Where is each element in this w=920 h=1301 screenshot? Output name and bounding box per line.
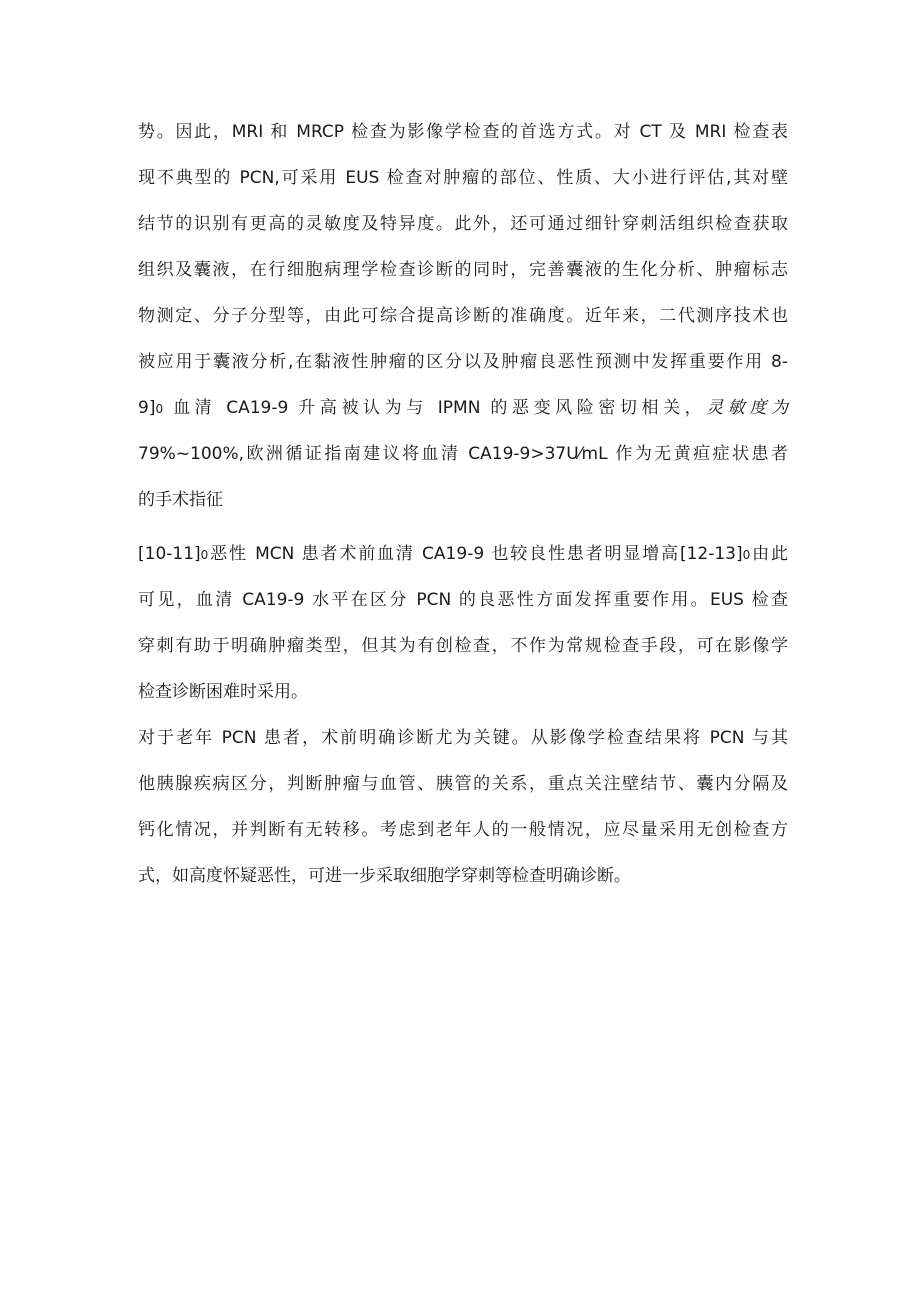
p1-line-7-ref-end: 9] [138, 398, 156, 418]
p1-line-2: 现不典型的 PCN,可采用 EUS 检查对肿瘤的部位、性质、大小进行评估,其对壁 [138, 168, 788, 188]
p1-line-7 [138, 397, 788, 420]
p1-line-3: 结节的识别有更高的灵敏度及特异度。此外，还可通过细针穿刺活组织检查获取 [138, 214, 788, 234]
p2-line-1-ref: [10-11] [138, 544, 201, 564]
p1-line-1: 势。因此，MRI 和 MRCP 检查为影像学检查的首选方式。对 CT 及 MRI 检查表 [138, 122, 788, 142]
p1-line-7-sub: 0 [155, 402, 164, 416]
p2-line-1-text: 恶性 MCN 患者术前血清 CA19-9 也较良性患者明显增高[12-13] [208, 544, 743, 564]
p3-line-2: 他胰腺疾病区分，判断肿瘤与血管、胰管的关系，重点关注壁结节、囊内分隔及 [138, 774, 788, 794]
p1-line-5: 物测定、分子分型等，由此可综合提高诊断的准确度。近年来，二代测序技术也 [138, 306, 788, 326]
p1-line-7-italic: 灵敏度为 [706, 398, 789, 418]
p3-line-4: 式，如高度怀疑恶性，可进一步采取细胞学穿刺等检查明确诊断。 [138, 866, 631, 886]
p2-line-1-end: 由此 [750, 544, 788, 564]
p1-line-7-text: 血清 CA19-9 升高被认为与 IPMN 的恶变风险密切相关， [163, 398, 707, 418]
p1-line-4: 组织及囊液，在行细胞病理学检查诊断的同时，完善囊液的生化分析、肿瘤标志 [138, 260, 788, 280]
p2-line-3: 穿刺有助于明确肿瘤类型，但其为有创检查，不作为常规检查手段，可在影像学 [138, 636, 788, 656]
p2-line-1 [138, 543, 788, 566]
p2-line-1-sub-1: 0 [200, 548, 209, 562]
p3-line-3: 钙化情况，并判断有无转移。考虑到老年人的一般情况，应尽量采用无创检查方 [138, 820, 788, 840]
p2-line-4: 检查诊断困难时采用。 [138, 682, 308, 702]
p2-line-1-sub-2: 0 [742, 548, 751, 562]
p1-line-9: 的手术指征 [138, 490, 223, 510]
p1-line-6: 被应用于囊液分析,在黏液性肿瘤的区分以及肿瘤良恶性预测中发挥重要作用 8- [138, 352, 788, 372]
p3-line-1: 对于老年 PCN 患者，术前明确诊断尤为关键。从影像学检查结果将 PCN 与其 [138, 728, 788, 748]
p2-line-2: 可见，血清 CA19-9 水平在区分 PCN 的良恶性方面发挥重要作用。EUS 检查 [138, 590, 788, 610]
p1-line-8: 79%~100%,欧洲循证指南建议将血清 CA19-9>37U⁄mL 作为无黄疸症状患者 [138, 444, 788, 464]
